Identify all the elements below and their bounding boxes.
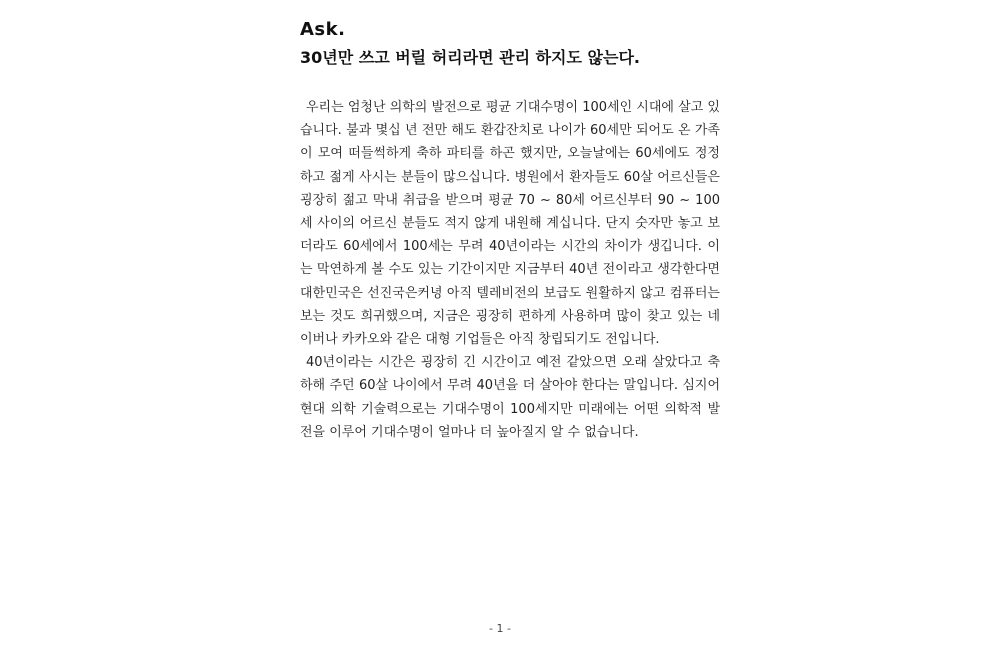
document-title: 30년만 쓰고 버릴 허리라면 관리 하지도 않는다. bbox=[300, 48, 640, 67]
body-text bbox=[300, 96, 720, 444]
paragraph-2: 40년이라는 시간은 굉장히 긴 시간이고 예전 같았으면 오래 살았다고 축하해 주던 60살 나이에서 무려 40년을 더 살아야 한다는 말입니다. 심지어 현대 의학 기술력으로는 기대수명이 100세지만 미래에는 어떤 의학적 발전을 이루어 기대수명이 얼마나 더 높아질지 알 수 없습니다. bbox=[300, 355, 720, 440]
section-heading: Ask. bbox=[300, 19, 346, 40]
page-number: - 1 - bbox=[489, 622, 511, 635]
paragraph-1: 우리는 엄청난 의학의 발전으로 평균 기대수명이 100세인 시대에 살고 있습니다. 불과 몇십 년 전만 해도 환갑잔치로 나이가 60세만 되어도 온 가족이 모여 떠들썩하게 축하 파티를 하곤 했지만, 오늘날에는 60세에도 정정하고 젊게 사시는 분들이 많으십니다. 병원에서 환자들도 60살 어르신들은 굉장히 젊고 막내 취급을 받으며 평균 70 ~ 80세 어르신부터 90 ~ 100세 사이의 어르신 분들도 적지 않게 내원해 계십니다. 단지 숫자만 놓고 보더라도 60세에서 100세는 무려 40년이라는 시간의 차이가 생깁니다. 이는 막연하게 볼 수도 있는 기간이지만 지금부터 40년 전이라고 생각한다면 대한민국은 선진국은커녕 아직 텔레비전의 보급도 원활하지 않고 컴퓨터는 보는 것도 희귀했으며, 지금은 굉장히 편하게 사용하며 많이 찾고 있는 네이버나 카카오와 같은 대형 기업들은 아직 창립되기도 전입니다. bbox=[300, 100, 720, 348]
page-content bbox=[300, 18, 720, 444]
